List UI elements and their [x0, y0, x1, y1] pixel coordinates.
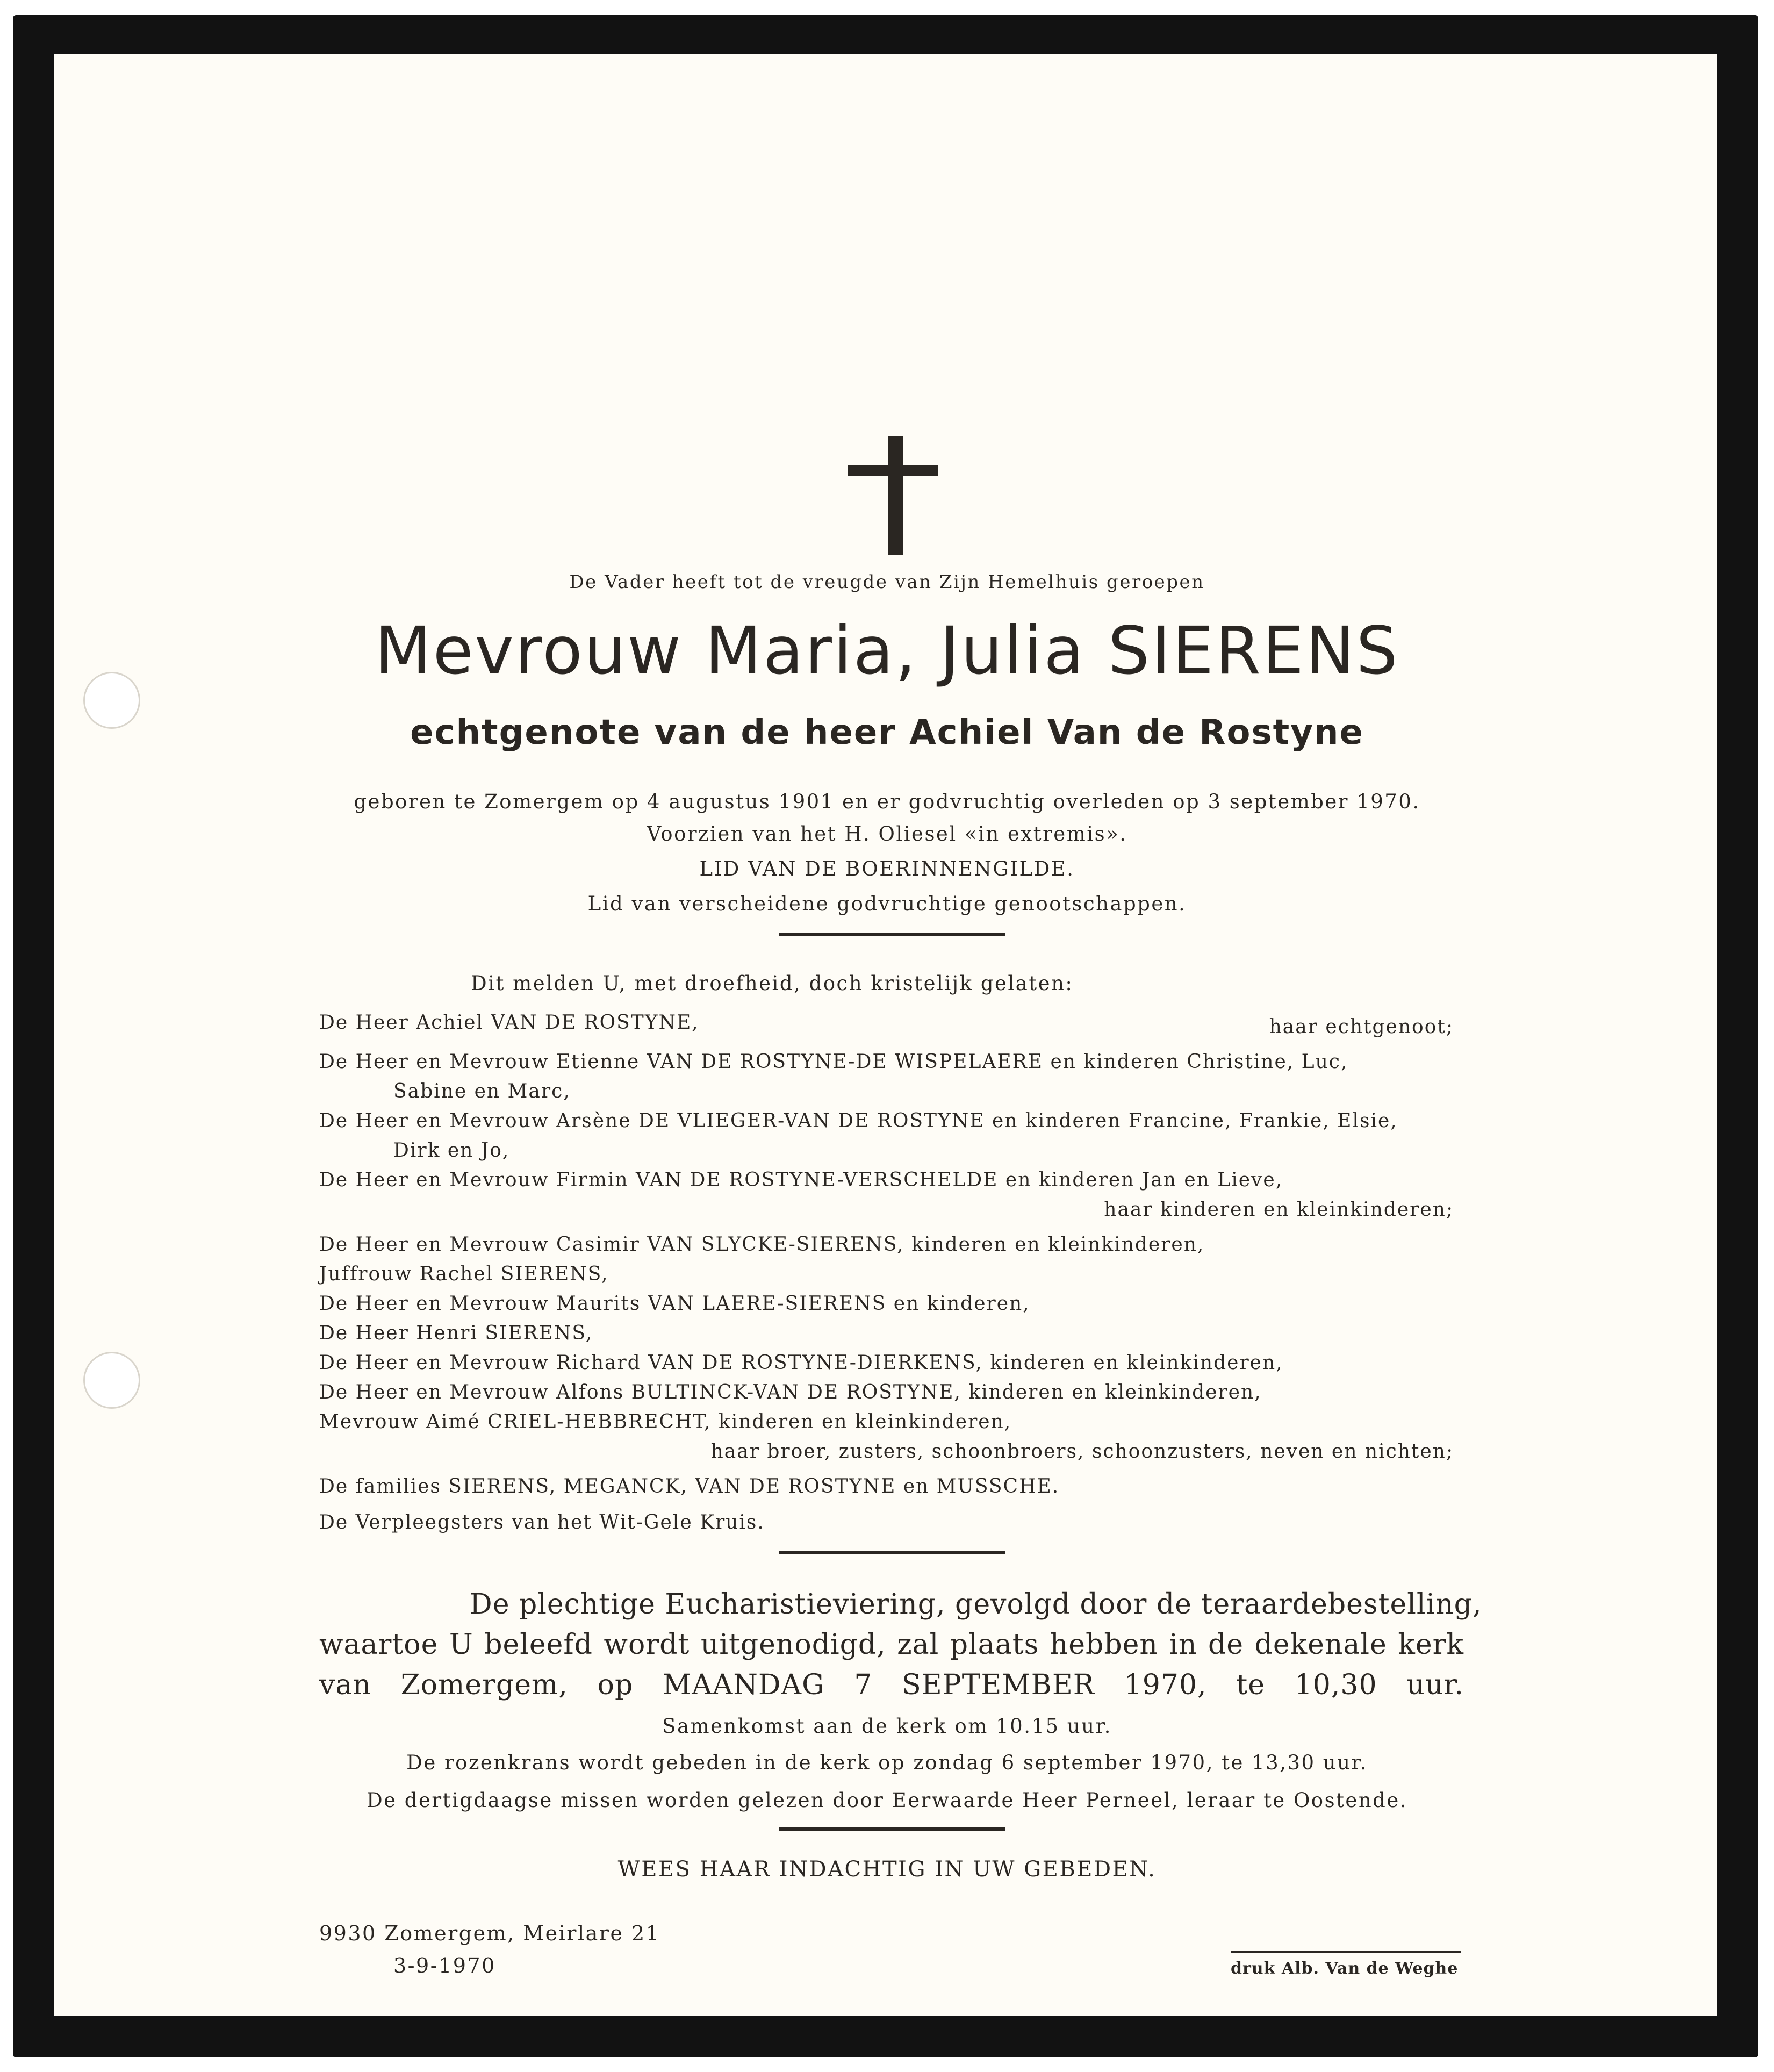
footer-address: 9930 Zomergem, Meirlare 21: [319, 1922, 660, 1945]
printer-credit: druk Alb. Van de Weghe: [1231, 1959, 1459, 1978]
divider-2: [779, 1551, 1005, 1554]
service-line-2: waartoe U beleefd wordt uitgenodigd, zal plaats hebben in de dekenale kerk: [319, 1629, 1464, 1661]
announcement: Dit melden U, met droefheid, doch kristelijk gelaten:: [471, 972, 1074, 995]
family-line: De Heer en Mevrouw Casimir VAN SLYCKE-SIERENS, kinderen en kleinkinderen,: [319, 1234, 1205, 1256]
printer-rule: [1231, 1951, 1461, 1953]
family-line: De Heer en Mevrouw Maurits VAN LAERE-SIERENS en kinderen,: [319, 1293, 1030, 1315]
divider-1: [779, 933, 1005, 936]
family-line: De Heer en Mevrouw Firmin VAN DE ROSTYNE-VERSCHELDE en kinderen Jan en Lieve,: [319, 1169, 1283, 1191]
guild-line: LID VAN DE BOERINNENGILDE.: [699, 857, 1075, 880]
family-line: Mevrouw Aimé CRIEL-HEBBRECHT, kinderen en kleinkinderen,: [319, 1411, 1012, 1433]
family-line: Dirk en Jo,: [393, 1139, 510, 1162]
family-line: Juffrouw Rachel SIERENS,: [319, 1263, 609, 1285]
family-husband: De Heer Achiel VAN DE ROSTYNE,: [319, 1012, 699, 1034]
nurses-line: De Verpleegsters van het Wit-Gele Kruis.: [319, 1511, 765, 1533]
husband-role: haar echtgenoot;: [1269, 1016, 1454, 1038]
family-line: De Heer en Mevrouw Etienne VAN DE ROSTYNE-DE WISPELAERE en kinderen Christine, Luc,: [319, 1051, 1348, 1073]
spouse-line: echtgenote van de heer Achiel Van de Rostyne: [410, 713, 1364, 752]
siblings-role: haar broer, zusters, schoonbroers, schoonzusters, neven en nichten;: [710, 1440, 1454, 1462]
closing-prayer: WEES HAAR INDACHTIG IN UW GEBEDEN.: [617, 1857, 1157, 1882]
deceased-name: Mevrouw Maria, Julia SIERENS: [375, 613, 1399, 689]
gathering-line: Samenkomst aan de kerk om 10.15 uur.: [662, 1715, 1112, 1738]
family-line: De Heer en Mevrouw Richard VAN DE ROSTYNE-DIERKENS, kinderen en kleinkinderen,: [319, 1352, 1283, 1374]
service-line-3: van Zomergem, op MAANDAG 7 SEPTEMBER 1970, te 10,30 uur.: [319, 1669, 1464, 1701]
family-line: Sabine en Marc,: [393, 1080, 571, 1102]
masses-line: De dertigdaagse missen worden gelezen door Eerwaarde Heer Perneel, leraar te Oostende.: [366, 1789, 1408, 1812]
birth-death-line: geboren te Zomergem op 4 augustus 1901 en er godvruchtig overleden op 3 september 1970.: [354, 790, 1420, 813]
societies-line: Lid van verscheidene godvruchtige genootschappen.: [587, 892, 1187, 915]
punch-hole-bottom: [83, 1352, 140, 1409]
footer-date: 3-9-1970: [393, 1954, 496, 1977]
children-role: haar kinderen en kleinkinderen;: [1104, 1199, 1454, 1221]
family-line: De Heer Henri SIERENS,: [319, 1322, 593, 1344]
divider-3: [779, 1827, 1005, 1831]
family-line: De Heer en Mevrouw Alfons BULTINCK-VAN DE ROSTYNE, kinderen en kleinkinderen,: [319, 1381, 1262, 1403]
rosary-line: De rozenkrans wordt gebeden in de kerk op zondag 6 september 1970, te 13,30 uur.: [406, 1751, 1368, 1774]
intro-line: De Vader heeft tot de vreugde van Zijn Hemelhuis geroepen: [569, 571, 1205, 593]
family-line: De Heer en Mevrouw Arsène DE VLIEGER-VAN DE ROSTYNE en kinderen Francine, Frankie, Elsie,: [319, 1110, 1398, 1132]
families-line: De families SIERENS, MEGANCK, VAN DE ROSTYNE en MUSSCHE.: [319, 1475, 1060, 1497]
service-line-1: De plechtige Eucharistieviering, gevolgd door de teraardebestelling,: [470, 1588, 1482, 1621]
sacrament-line: Voorzien van het H. Oliesel «in extremis».: [647, 822, 1127, 845]
